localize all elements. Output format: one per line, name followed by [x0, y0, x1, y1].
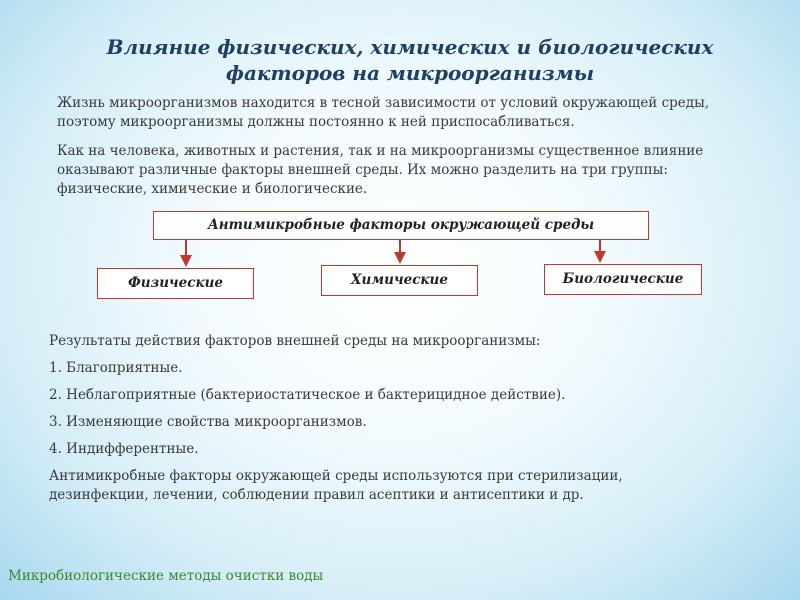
results-item-4: 4. Индифферентные.	[49, 441, 199, 457]
arrow-center-icon	[390, 240, 410, 265]
diagram-box-physical: Физические	[97, 268, 254, 299]
arrow-left-icon	[176, 240, 196, 268]
intro-p2-line-2: оказывают различные факторы внешней среды. Их можно разделить на три группы:	[57, 162, 668, 178]
intro-p1-line-1: Жизнь микроорганизмов находится в тесной зависимости от условий окружающей среды,	[57, 95, 710, 111]
footer-caption: Микробиологические методы очистки воды	[8, 568, 324, 584]
page-title	[60, 34, 760, 86]
title-line-1: Влияние физических, химических и биологических	[106, 35, 714, 59]
results-item-2: 2. Неблагоприятные (бактериостатическое и бактерицидное действие).	[49, 387, 566, 403]
arrow-right-icon	[590, 240, 610, 264]
diagram-box-chemical: Химические	[321, 265, 478, 296]
intro-paragraph-2	[57, 142, 757, 199]
diagram-box-biological: Биологические	[544, 264, 702, 295]
results-closing-line-2: дезинфекции, лечении, соблюдении правил асептики и антисептики и др.	[49, 487, 584, 503]
intro-paragraph-1	[57, 94, 757, 132]
results-closing-line-1: Антимикробные факторы окружающей среды используются при стерилизации,	[49, 468, 623, 484]
intro-p2-line-1: Как на человека, животных и растения, так и на микроорганизмы существенное влияние	[57, 143, 704, 159]
intro-p1-line-2: поэтому микроорганизмы должны постоянно к ней приспосабливаться.	[57, 114, 575, 130]
results-closing	[49, 467, 769, 505]
results-heading: Результаты действия факторов внешней среды на микроорганизмы:	[49, 333, 541, 349]
intro-p2-line-3: физические, химические и биологические.	[57, 181, 368, 197]
title-line-2: факторов на микроорганизмы	[225, 61, 595, 85]
results-item-1: 1. Благоприятные.	[49, 360, 183, 376]
results-section	[49, 332, 769, 513]
diagram-main-box: Антимикробные факторы окружающей среды	[153, 211, 649, 240]
results-item-3: 3. Изменяющие свойства микроорганизмов.	[49, 414, 367, 430]
